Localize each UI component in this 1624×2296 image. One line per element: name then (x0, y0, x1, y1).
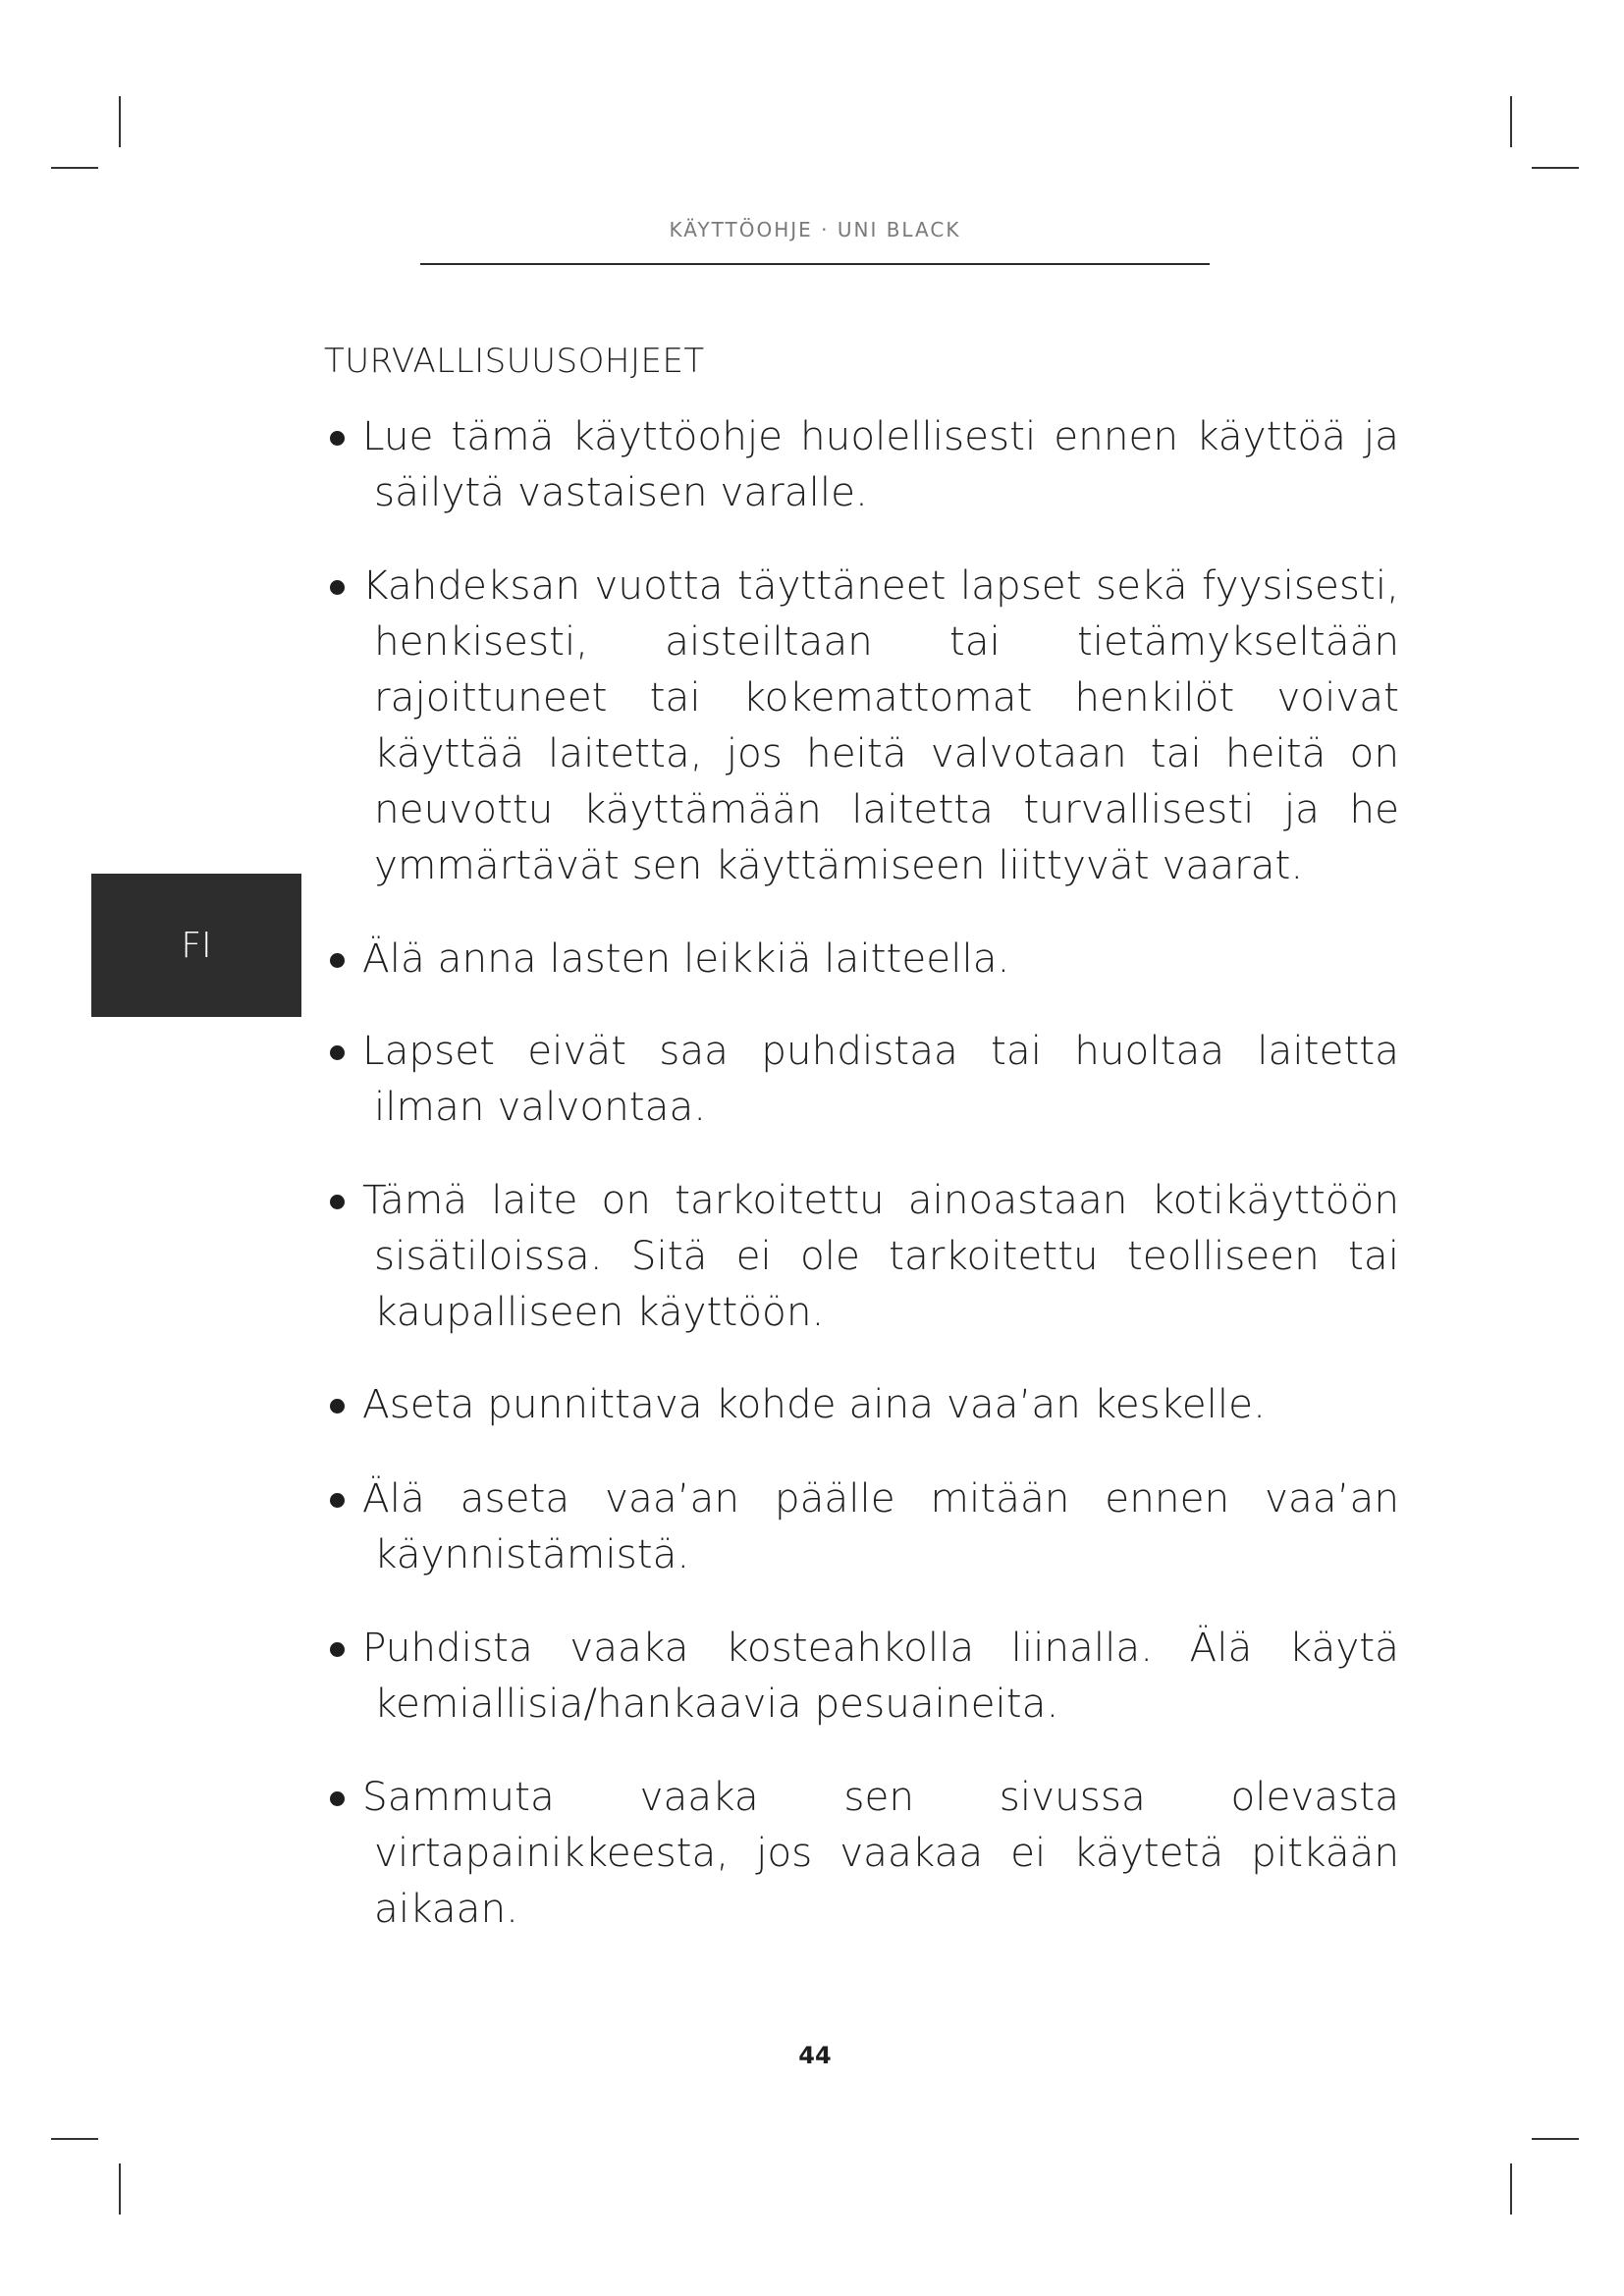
list-item (324, 1376, 1399, 1432)
bullet-icon (330, 431, 345, 446)
bullet-icon (330, 1642, 345, 1657)
bullet-icon (330, 580, 345, 595)
running-header: KÄYTTÖOHJE · UNI BLACK (669, 218, 961, 241)
list-item-text: Kahdeksan vuotta täyttäneet lapset sekä fyysisesti, henkisesti, aisteiltaan tai tietämykseltään rajoittuneet tai kokemattomat henkilöt voivat käyttää laitetta, jos heitä valvotaan tai heitä on neuvottu käyttämään laitetta turvallisesti ja he ymmärtävät sen käyttämiseen liittyvät vaarat. (362, 561, 1399, 888)
crop-mark-bottom-right-vertical (1510, 2163, 1512, 2215)
language-tab-label: FI (181, 925, 212, 966)
list-item-text: Tämä laite on tarkoitettu ainoastaan kotikäyttöön sisätiloissa. Sitä ei ole tarkoitettu teolliseen tai kaupalliseen käyttöön. (362, 1176, 1399, 1335)
crop-mark-top-left-horizontal (51, 167, 98, 169)
list-item-text: Lapset eivät saa puhdistaa tai huoltaa laitetta ilman valvontaa. (362, 1027, 1399, 1130)
list-item (324, 931, 1399, 987)
list-item-text: Sammuta vaaka sen sivussa olevasta virtapainikkeesta, jos vaakaa ei käytetä pitkään aikaan. (362, 1773, 1399, 1932)
crop-mark-top-right-vertical (1510, 96, 1512, 147)
crop-mark-bottom-left-horizontal (51, 2138, 98, 2140)
bullet-icon (330, 1399, 345, 1414)
list-item-text: Aseta punnittava kohde aina vaa’an keskelle. (362, 1380, 1266, 1427)
list-item-text: Älä aseta vaa’an päälle mitään ennen vaa’an käynnistämistä. (362, 1474, 1399, 1577)
list-item (324, 558, 1399, 893)
language-tab (91, 874, 301, 1017)
list-item-text: Puhdista vaaka kosteahkolla liinalla. Älä käytä kemiallisia/hankaavia pesuaineita. (362, 1624, 1399, 1727)
list-item (324, 408, 1399, 520)
bullet-icon (330, 953, 345, 968)
bullet-icon (330, 1493, 345, 1508)
list-item (324, 1470, 1399, 1582)
bullet-icon (330, 1791, 345, 1806)
page-number: 44 (798, 2042, 832, 2069)
list-item-text: Lue tämä käyttöohje huolellisesti ennen käyttöä ja säilytä vastaisen varalle. (362, 412, 1399, 515)
crop-mark-bottom-left-vertical (119, 2163, 121, 2215)
crop-mark-top-right-horizontal (1532, 167, 1579, 169)
list-item (324, 1620, 1399, 1732)
section-title: TURVALLISUUSOHJEET (324, 342, 705, 381)
list-item (324, 1172, 1399, 1340)
header-rule (420, 263, 1210, 265)
crop-mark-bottom-right-horizontal (1532, 2138, 1579, 2140)
list-item (324, 1769, 1399, 1937)
bullet-icon (330, 1195, 345, 1209)
bullet-icon (330, 1045, 345, 1060)
list-item-text: Älä anna lasten leikkiä laitteella. (362, 934, 1010, 982)
list-item (324, 1023, 1399, 1135)
crop-mark-top-left-vertical (119, 96, 121, 147)
